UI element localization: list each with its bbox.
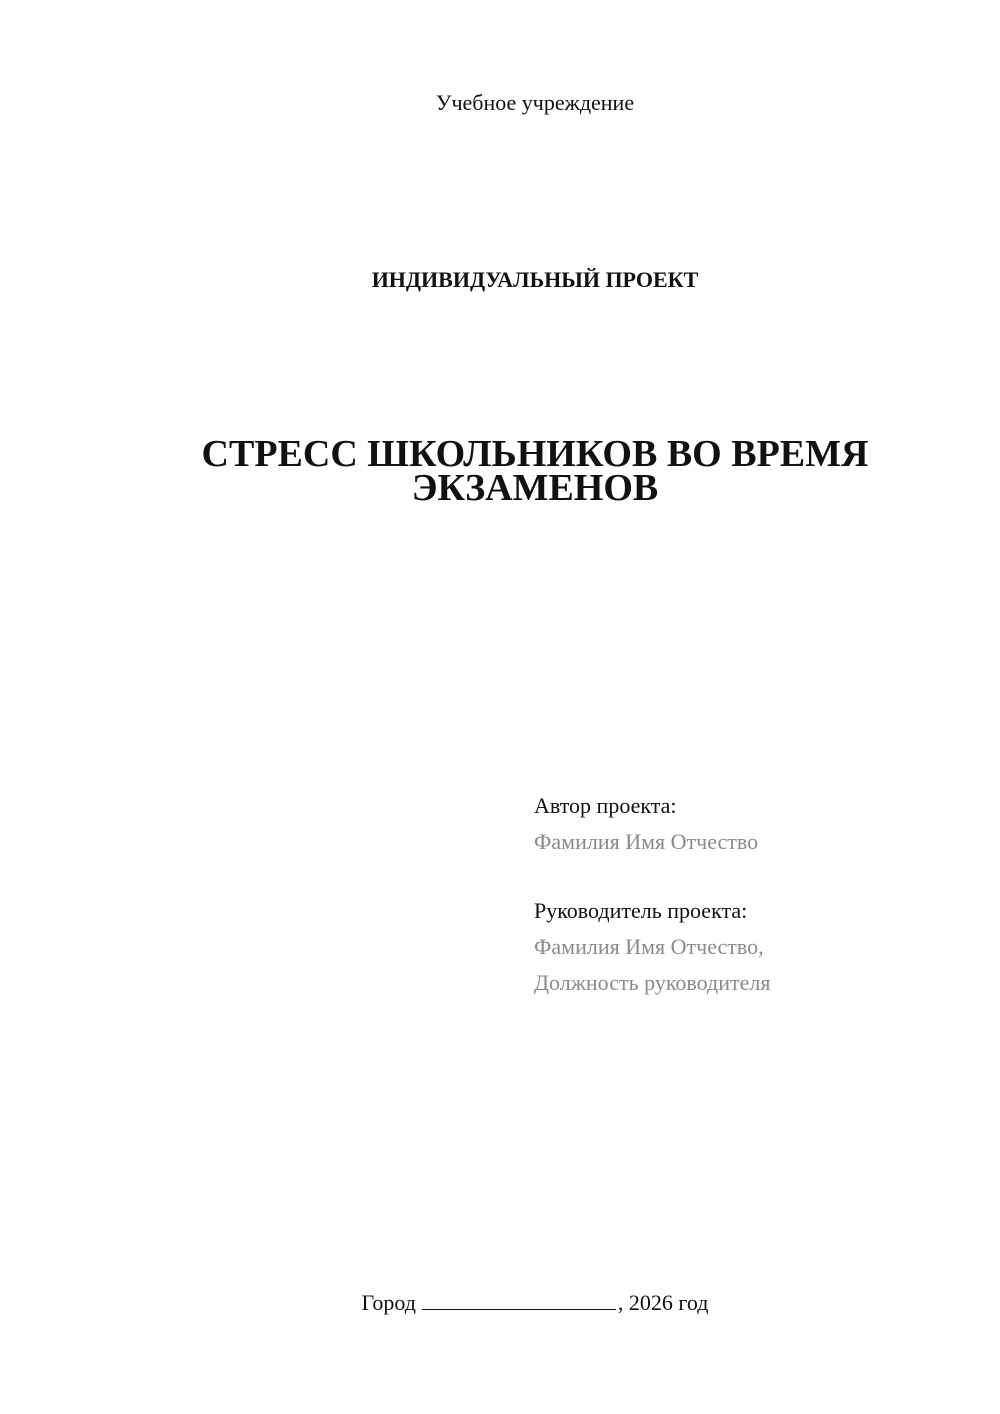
author-label: Автор проекта: <box>534 793 677 818</box>
info-spacer <box>534 860 974 893</box>
institution-name: Учебное учреждение <box>435 90 635 115</box>
project-title <box>70 433 1000 509</box>
city-year-line <box>70 1292 1000 1314</box>
supervisor-label: Руководитель проекта: <box>534 898 748 923</box>
supervisor-position: Должность руководителя <box>534 970 771 995</box>
supervisor-name: Фамилия Имя Отчество, <box>534 934 764 959</box>
year-text: , 2026 год <box>617 1290 709 1315</box>
project-info-block <box>534 788 974 1001</box>
project-title-line-1: СТРЕСС ШКОЛЬНИКОВ ВО ВРЕМЯ <box>201 433 869 475</box>
project-title-line-2: ЭКЗАМЕНОВ <box>411 467 659 509</box>
document-type: ИНДИВИДУАЛЬНЫЙ ПРОЕКТ <box>371 267 699 292</box>
city-label: Город <box>361 1290 416 1315</box>
city-blank-line <box>422 1308 616 1310</box>
author-name: Фамилия Имя Отчество <box>534 829 759 854</box>
